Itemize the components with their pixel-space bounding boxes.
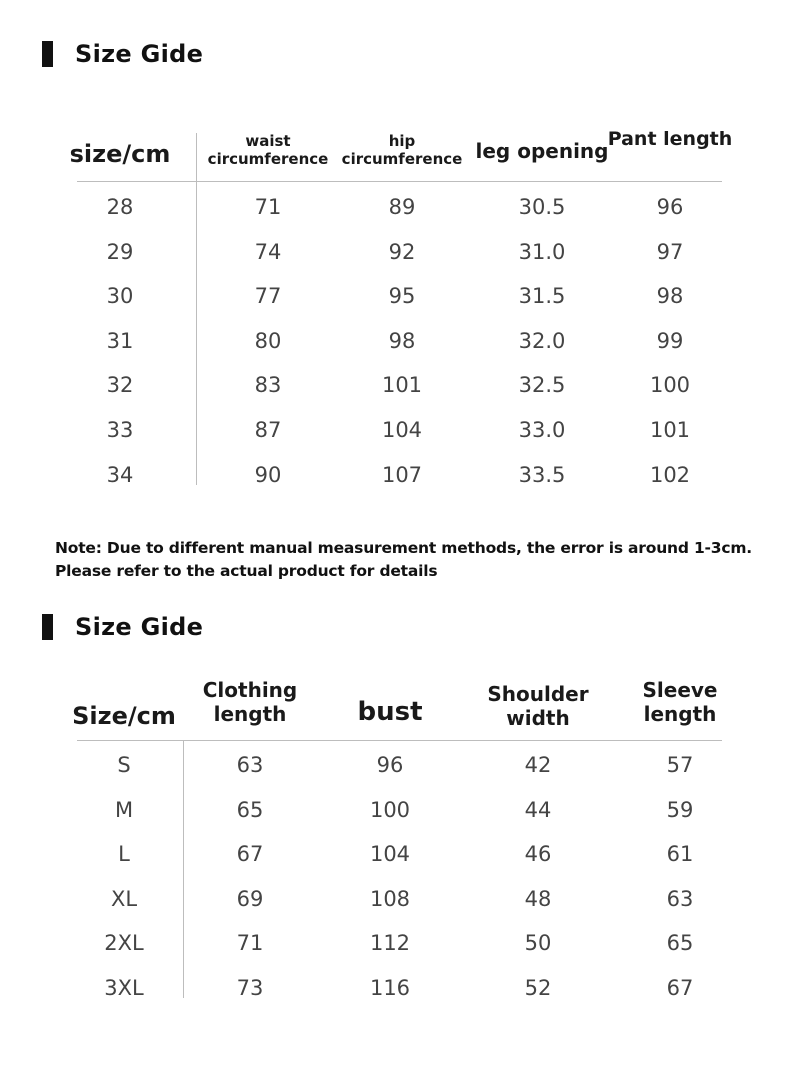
measurement-cell: 61 (666, 842, 694, 866)
size-label-cell: L (118, 842, 130, 866)
measurement-cell: 69 (236, 886, 264, 911)
column-header-line: Pant length (607, 128, 733, 150)
measurement-cell: 100 (369, 797, 411, 822)
column-header-line: circumference (341, 149, 463, 168)
measurement-cell: 77 (254, 284, 282, 309)
column-header-line: bust (357, 697, 423, 727)
size-label-cell: 2XL (104, 931, 144, 955)
measurement-cell: 73 (236, 975, 264, 1000)
measurement-cell: 46 (524, 842, 552, 866)
measurement-cell: 99 (656, 328, 684, 353)
measurement-cell: 32.0 (518, 328, 566, 353)
size-label-cell: 33 (106, 418, 134, 442)
measurement-cell: 89 (388, 195, 416, 219)
measurement-cell: 104 (369, 842, 411, 866)
measurement-cell: 32.5 (518, 373, 566, 398)
size-label-cell: 32 (106, 373, 134, 398)
measurement-cell: 98 (388, 328, 416, 353)
measurement-cell: 33.5 (518, 462, 566, 487)
measurement-cell: 71 (254, 195, 282, 219)
measurement-cell: 65 (236, 797, 264, 822)
measurement-cell: 96 (656, 195, 684, 219)
measurement-cell: 101 (649, 418, 691, 442)
measurement-cell: 98 (656, 284, 684, 309)
size-label-cell: 30 (106, 284, 134, 309)
measurement-cell: 30.5 (518, 195, 566, 219)
measurement-cell: 63 (666, 886, 694, 911)
column-header-line: length (213, 701, 287, 726)
measurement-cell: 71 (236, 931, 264, 955)
column-header-line: circumference (207, 149, 329, 168)
column-header-line: leg opening (475, 139, 609, 163)
size-label-cell: M (114, 797, 134, 822)
pants-section-title (42, 40, 203, 68)
note-line-1: Note: Due to different manual measurement methods, the error is around 1-3cm. (55, 539, 752, 557)
measurement-cell: 80 (254, 328, 282, 353)
measurement-cell: 116 (369, 975, 411, 1000)
measurement-cell: 31.5 (518, 284, 566, 309)
measurement-cell: 67 (666, 975, 694, 1000)
measurement-cell: 48 (524, 886, 552, 911)
measurement-cell: 97 (656, 239, 684, 264)
column-header-line: width (506, 705, 570, 730)
measurement-cell: 67 (236, 842, 264, 866)
measurement-cell: 65 (666, 931, 694, 955)
measurement-cell: 92 (388, 239, 416, 264)
header-divider-line (77, 740, 722, 741)
measurement-cell: 59 (666, 797, 694, 822)
size-column-divider (196, 133, 197, 485)
column-header-line: Shoulder (487, 682, 589, 706)
measurement-cell: 87 (254, 418, 282, 442)
measurement-cell: 33.0 (518, 418, 566, 442)
column-header-line: waist (245, 132, 291, 150)
measurement-cell: 74 (254, 239, 282, 264)
column-header-line: length (643, 701, 717, 726)
size-label-cell: 34 (106, 462, 134, 487)
measurement-cell: 50 (524, 931, 552, 955)
measurement-cell: 100 (649, 373, 691, 398)
size-label-cell: 31 (106, 328, 134, 353)
column-header-line: hip (388, 132, 416, 150)
measurement-cell: 112 (369, 931, 411, 955)
measurement-cell: 31.0 (518, 239, 566, 264)
title-bar-marker (42, 41, 53, 67)
measurement-cell: 102 (649, 462, 691, 487)
measurement-cell: 95 (388, 284, 416, 309)
size-label-cell: 29 (106, 239, 134, 264)
measurement-note (55, 537, 752, 583)
top-section-title (42, 613, 203, 641)
column-header (590, 679, 770, 726)
size-label-cell: 3XL (104, 975, 144, 1000)
column-header-line: Clothing (202, 678, 298, 702)
top-section-title-text: Size Gide (75, 613, 204, 641)
measurement-cell: 57 (666, 753, 694, 777)
measurement-cell: 63 (236, 753, 264, 777)
measurement-cell: 42 (524, 753, 552, 777)
header-divider-line (77, 181, 722, 182)
pants-section-title-text: Size Gide (75, 40, 204, 68)
size-label-cell: XL (110, 886, 138, 911)
column-header-line: size/cm (69, 140, 171, 168)
measurement-cell: 44 (524, 797, 552, 822)
column-header-line: Sleeve (642, 678, 718, 702)
measurement-cell: 107 (381, 462, 423, 487)
measurement-cell: 90 (254, 462, 282, 487)
measurement-cell: 52 (524, 975, 552, 1000)
measurement-cell: 101 (381, 373, 423, 398)
column-header (580, 128, 760, 150)
measurement-cell: 104 (381, 418, 423, 442)
measurement-cell: 96 (376, 753, 404, 777)
size-label-cell: 28 (106, 195, 134, 219)
measurement-cell: 108 (369, 886, 411, 911)
column-header-line: Size/cm (72, 702, 176, 730)
title-bar-marker (42, 614, 53, 640)
size-label-cell: S (117, 753, 131, 777)
note-line-2: Please refer to the actual product for details (55, 562, 438, 580)
size-column-divider (183, 740, 184, 998)
measurement-cell: 83 (254, 373, 282, 398)
